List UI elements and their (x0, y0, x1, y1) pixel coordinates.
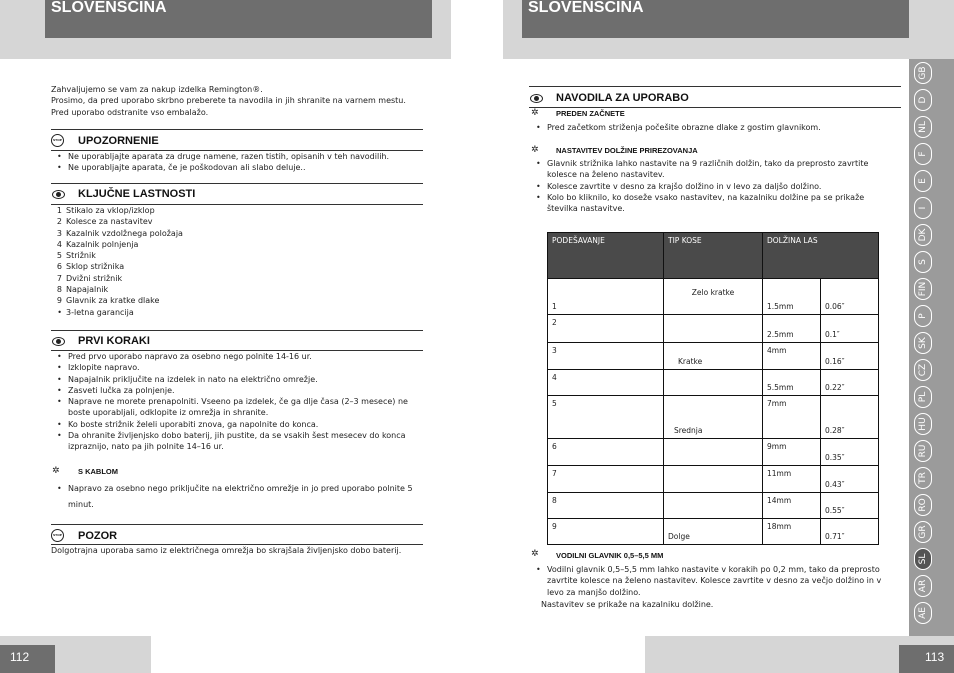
list-item (50, 284, 410, 295)
section-rule (51, 524, 423, 525)
language-tab-label: F (918, 151, 928, 157)
table-cell: 11mm (763, 466, 821, 493)
language-tab-label: AE (918, 607, 928, 619)
list-item: • Pred začetkom striženja počešite obrazne dlake z gostim glavnikom. (536, 122, 901, 133)
language-tab-d[interactable] (914, 89, 932, 111)
language-tab-p[interactable] (914, 305, 932, 327)
table-cell: 4 (548, 370, 664, 396)
list-item: • Kolo bo kliknilo, ko dosežе vsako nastavitev, na kazalniku dolžine pa se prikaže številka nastavitve. (536, 192, 886, 215)
item-text: Napajalnik (66, 285, 109, 295)
list-item: • Napravo za osebno nego priključite na električno omrežje in jo pred uporabo polnite 5 minut. (57, 481, 422, 513)
item-text: Kazalnik vzdolžnega položaja (66, 228, 183, 238)
language-tab-label: GB (918, 66, 928, 80)
section-rule (529, 86, 901, 87)
table-cell: 7 (548, 466, 664, 493)
item-key: • (57, 307, 62, 317)
language-tab-label: RU (918, 444, 928, 458)
item-key: 2 (56, 217, 62, 227)
item-text: Strižnik (66, 251, 96, 261)
item-text: Sklop strižnika (66, 262, 125, 272)
eye-icon (52, 190, 65, 199)
stop-icon: STOP (51, 529, 64, 542)
list-item: • Naprave ne morete prenapolniti. Vseeno pa izdelek, če ga dlje časa (2–3 mesece) ne boste uporabljali, odklopite iz omrežja in shranite. (57, 396, 415, 419)
table-cell: Srednja (664, 396, 763, 439)
table-row (548, 343, 879, 370)
item-key: 8 (56, 285, 62, 295)
language-tab-label: D (918, 96, 928, 104)
table-cell (664, 466, 763, 493)
intro-line: Pred uporabo odstranite vso embalažo. (51, 107, 209, 117)
table-row (548, 315, 879, 343)
table-cell (664, 370, 763, 396)
language-tab-ru[interactable] (914, 440, 932, 462)
cable-title: S KABLOM (78, 467, 118, 476)
table-cell: 7mm (763, 396, 821, 439)
table-row (548, 493, 879, 519)
table-cell: Zelo kratke (664, 279, 763, 315)
language-tab-nl[interactable] (914, 116, 932, 138)
language-tab-label: CZ (918, 363, 928, 377)
table-cell: 1 (548, 279, 664, 315)
language-tab-gb[interactable] (914, 62, 932, 84)
language-tab-sk[interactable] (914, 332, 932, 354)
language-tab-label: HU (918, 417, 928, 431)
table-cell: Dolge (664, 519, 763, 545)
language-tab-i[interactable] (914, 197, 932, 219)
language-tab-label: PL (918, 391, 928, 403)
table-cell: 0.43″ (821, 466, 879, 493)
stop-icon: STOP (51, 134, 64, 147)
list-item (50, 205, 410, 216)
list-item: • Pred prvo uporabo napravo za osebno nego polnite 14-16 ur. (57, 351, 415, 362)
table-row (548, 396, 879, 439)
table-row (548, 439, 879, 466)
item-text: Glavnik za kratke dlake (66, 296, 160, 306)
list-item: • Kolesce zavrtite v desno za krajšo dolžino in v levo za daljšo dolžino. (536, 181, 886, 192)
table-cell: 18mm (763, 519, 821, 545)
before-list (536, 122, 901, 133)
page-number-left: 112 (0, 645, 55, 673)
language-tab-label: DK (918, 228, 928, 242)
item-key: 3 (56, 228, 62, 238)
features-list (50, 205, 410, 318)
language-tab-label: NL (918, 121, 928, 133)
first-steps-list (57, 351, 415, 453)
language-tab-ar[interactable] (914, 575, 932, 597)
table-cell: 2 (548, 315, 664, 343)
table-cell: 9mm (763, 439, 821, 466)
length-title: NASTAVITEV DOLŽINE PRIREZOVANJA (556, 146, 698, 155)
table-row (548, 370, 879, 396)
language-tab-label: P (918, 313, 928, 319)
column-header: PODEŠAVANJE (548, 233, 664, 279)
list-item (50, 261, 410, 272)
language-tab-dk[interactable] (914, 224, 932, 246)
list-item: • Ne uporabljajte aparata, če je poškodovan ali slabo deluje.. (57, 162, 422, 173)
list-item (50, 250, 410, 261)
list-item: • Da ohranite življenjsko dobo baterij, jih pustite, da se vsakih šest mesecev do konca izpraznijo, nato pa jih polnite 14–16 ur. (57, 430, 415, 453)
page-header-right: SLOVENŠČINA (522, 0, 909, 38)
item-key: 6 (56, 262, 62, 272)
length-table (547, 232, 879, 545)
table-cell (664, 315, 763, 343)
language-tab-hu[interactable] (914, 413, 932, 435)
language-tab-label: SL (918, 553, 928, 565)
table-header-row (548, 233, 879, 279)
language-tab-label: RO (918, 498, 928, 512)
table-row (548, 466, 879, 493)
gear-icon: ✲ (531, 549, 539, 559)
list-item (50, 228, 410, 239)
section-rule (51, 330, 423, 331)
language-tab-s[interactable] (914, 251, 932, 273)
language-tab-sl[interactable] (914, 548, 932, 570)
list-item: • Ko boste strižnik želeli uporabiti znova, ga napolnite do konca. (57, 419, 415, 430)
guide-note: Nastavitev se prikaže na kazalniku dolžine. (541, 600, 714, 609)
warning-list (57, 151, 422, 174)
intro-text (51, 84, 421, 118)
language-tab-label: S (918, 259, 928, 265)
language-tab-label: TR (918, 472, 928, 484)
language-tab-label: E (918, 178, 928, 184)
list-item (50, 295, 410, 306)
table-cell: 8 (548, 493, 664, 519)
table-row (548, 279, 879, 315)
table-cell: 1.5mm (763, 279, 821, 315)
item-text: 3-letna garancija (66, 307, 134, 317)
usage-title: NAVODILA ZA UPORABO (556, 92, 689, 104)
item-text: Dvižni strižnik (66, 273, 123, 283)
page-header-left: SLOVENŠČINA (45, 0, 432, 38)
language-tab-e[interactable] (914, 170, 932, 192)
intro-line: Zahvaljujemo se vam za nakup izdelka Remington®. (51, 85, 263, 94)
table-cell: 0.28″ (821, 396, 879, 439)
list-item: • Vodilni glavnik 0,5–5,5 mm lahko nastavite v korakih po 0,2 mm, tako da preprosto zavrtite kolesce na želeno nastavitev. Kolesce zavrtite v desno za večjo dolžino in v levo za manjšo dolžino. (536, 564, 886, 598)
item-key: 9 (56, 296, 62, 306)
section-rule (51, 183, 423, 184)
eye-icon (530, 94, 543, 103)
before-title: PREDEN ZAČNETE (556, 109, 625, 118)
language-tab-ae[interactable] (914, 602, 932, 624)
column-header: DOLŽINA LAS (763, 233, 879, 279)
table-row (548, 519, 879, 545)
table-cell: 2.5mm (763, 315, 821, 343)
caution-text: Dolgotrajna uporaba samo iz električnega omrežja bo skrajšala življenjsko dobo baterij. (51, 546, 402, 555)
language-tab-label: GR (918, 525, 928, 539)
table-cell: 0.06″ (821, 279, 879, 315)
list-item (50, 273, 410, 284)
table-cell: 6 (548, 439, 664, 466)
table-cell: 5 (548, 396, 664, 439)
table-cell: 0.22″ (821, 370, 879, 396)
gear-icon: ✲ (531, 108, 539, 118)
section-rule (529, 107, 901, 108)
language-tab-label: I (918, 206, 928, 210)
language-tab-label: AR (918, 579, 928, 593)
item-text: Kazalnik polnjenja (66, 239, 139, 249)
list-item: • Napajalnik priključite na izdelek in nato na električno omrežje. (57, 374, 415, 385)
length-list (536, 158, 886, 214)
gear-icon: ✲ (52, 466, 60, 476)
warning-title: UPOZORNENIE (78, 135, 159, 147)
table-cell: 0.71″ (821, 519, 879, 545)
item-key: 5 (56, 251, 62, 261)
language-tab-tr[interactable] (914, 467, 932, 489)
table-cell: 4mm (763, 343, 821, 370)
list-item: • Izklopite napravo. (57, 362, 415, 373)
item-text: Kolesce za nastavitev (66, 217, 153, 227)
table-cell: 9 (548, 519, 664, 545)
gear-icon: ✲ (531, 145, 539, 155)
table-cell: 0.16″ (821, 343, 879, 370)
list-item: • Ne uporabljajte aparata za druge namene, razen tistih, opisanih v teh navodilih. (57, 151, 422, 162)
first-steps-title: PRVI KORAKI (78, 335, 150, 347)
table-cell: Kratke (664, 343, 763, 370)
item-key: 1 (56, 206, 62, 215)
list-item: • Glavnik strižnika lahko nastavite na 9 različnih dolžin, tako da preprosto zavrtite kolesce na želeno nastavitev. (536, 158, 886, 181)
cable-list (57, 481, 422, 513)
item-key: 7 (56, 273, 62, 283)
language-tab-pl[interactable] (914, 386, 932, 408)
table-cell: 0.55″ (821, 493, 879, 519)
table-cell: 3 (548, 343, 664, 370)
item-key: 4 (56, 239, 62, 249)
item-text: Stikalo za vklop/izklop (66, 206, 155, 215)
table-cell: 0.1″ (821, 315, 879, 343)
guide-list (536, 564, 886, 598)
language-tab-f[interactable] (914, 143, 932, 165)
language-tab-ro[interactable] (914, 494, 932, 516)
language-tab-gr[interactable] (914, 521, 932, 543)
table-cell: 14mm (763, 493, 821, 519)
caution-title: POZOR (78, 530, 118, 542)
page-number-right: 113 (899, 645, 954, 673)
list-item (50, 216, 410, 227)
table-cell: 0.35″ (821, 439, 879, 466)
intro-line: Prosimo, da pred uporabo skrbno preberete ta navodila in jih shranite na varnem mestu. (51, 96, 406, 106)
language-tab-label: SK (918, 337, 928, 349)
column-header: TIP KOSE (664, 233, 763, 279)
language-tab-label: FIN (918, 281, 928, 297)
section-rule (51, 129, 423, 130)
table-cell: 5.5mm (763, 370, 821, 396)
table-cell (664, 439, 763, 466)
features-title: KLJUČNE LASTNOSTI (78, 188, 196, 200)
language-tab-cz[interactable] (914, 359, 932, 381)
language-tab-fin[interactable] (914, 278, 932, 300)
guide-title: VODILNI GLAVNIK 0,5–5,5 MM (556, 551, 664, 560)
list-item (50, 307, 410, 318)
list-item (50, 239, 410, 250)
list-item: • Zasveti lučka za polnjenje. (57, 385, 415, 396)
eye-icon (52, 337, 65, 346)
table-cell (664, 493, 763, 519)
